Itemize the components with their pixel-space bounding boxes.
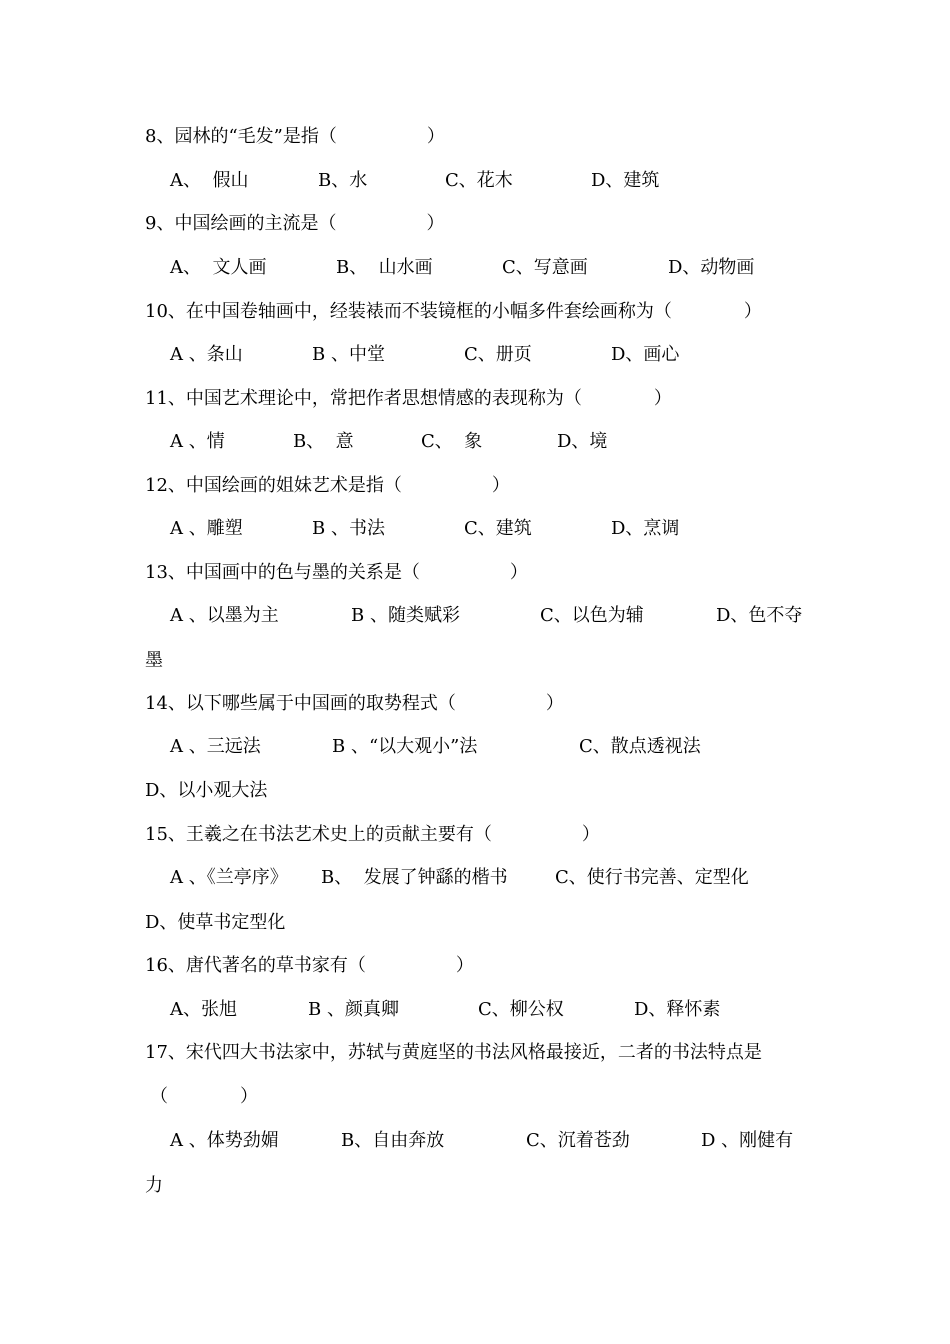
question-16-option-b: B 、颜真卿 xyxy=(308,999,399,1020)
question-15-option-b: B、 发展了钟繇的楷书 xyxy=(321,867,508,888)
question-8-option-c: C、花木 xyxy=(445,170,513,191)
question-15-option-c: C、使行书完善、定型化 xyxy=(555,867,749,888)
question-14-option-b: B 、“以大观小”法 xyxy=(332,736,478,757)
question-13-option-b: B 、随类赋彩 xyxy=(351,605,460,626)
question-9-option-d: D、动物画 xyxy=(668,257,755,278)
question-17-stem: 17、宋代四大书法家中，苏轼与黄庭坚的书法风格最接近，二者的书法特点是 xyxy=(145,1042,762,1063)
question-14-option-d: D、以小观大法 xyxy=(145,780,268,801)
question-8-option-d: D、建筑 xyxy=(591,170,660,191)
question-16-stem: 16、唐代著名的草书家有（ ） xyxy=(145,955,474,976)
question-8-stem: 8、园林的“毛发”是指（ ） xyxy=(145,126,445,147)
question-10-option-a: A 、条山 xyxy=(170,344,243,365)
question-10-option-c: C、册页 xyxy=(464,344,532,365)
question-8-option-a: A、 假山 xyxy=(170,170,249,191)
question-9-option-b: B、 山水画 xyxy=(336,257,433,278)
question-17-option-a: A 、体势劲媚 xyxy=(170,1130,279,1151)
question-16-option-a: A、张旭 xyxy=(170,999,237,1020)
question-11-stem: 11、中国艺术理论中，常把作者思想情感的表现称为（ ） xyxy=(145,388,672,409)
question-13-option-a: A 、以墨为主 xyxy=(170,605,279,626)
question-9-stem: 9、中国绘画的主流是（ ） xyxy=(145,213,445,234)
question-17-option-d: D 、刚健有 xyxy=(701,1130,794,1151)
question-12-option-a: A 、雕塑 xyxy=(170,518,243,539)
question-17-option-b: B、自由奔放 xyxy=(341,1130,445,1151)
question-13-option-d: D、色不夺 xyxy=(716,605,803,626)
question-12-option-b: B 、书法 xyxy=(312,518,385,539)
question-10-option-d: D、画心 xyxy=(611,344,680,365)
question-17-option-d-continued: 力 xyxy=(145,1175,163,1196)
question-9-option-a: A、 文人画 xyxy=(170,257,267,278)
question-11-option-d: D、境 xyxy=(557,431,608,452)
question-9-option-c: C、写意画 xyxy=(502,257,588,278)
question-12-option-c: C、建筑 xyxy=(464,518,532,539)
question-12-option-d: D、烹调 xyxy=(611,518,680,539)
question-15-option-a: A 、《兰亭序》 xyxy=(170,867,288,888)
question-14-stem: 14、以下哪些属于中国画的取势程式（ ） xyxy=(145,693,564,714)
question-12-stem: 12、中国绘画的姐妹艺术是指（ ） xyxy=(145,475,510,496)
question-17-option-c: C、沉着苍劲 xyxy=(526,1130,630,1151)
question-13-option-c: C、以色为辅 xyxy=(540,605,644,626)
question-16-option-d: D、释怀素 xyxy=(634,999,721,1020)
question-14-option-c: C、散点透视法 xyxy=(579,736,701,757)
question-11-option-a: A 、情 xyxy=(170,431,225,452)
question-16-option-c: C、柳公权 xyxy=(478,999,564,1020)
question-8-option-b: B、水 xyxy=(318,170,368,191)
question-15-option-d: D、使草书定型化 xyxy=(145,912,286,933)
question-10-option-b: B 、中堂 xyxy=(312,344,385,365)
question-13-option-d-continued: 墨 xyxy=(145,650,163,671)
question-15-stem: 15、王羲之在书法艺术史上的贡献主要有（ ） xyxy=(145,824,600,845)
question-11-option-b: B、 意 xyxy=(293,431,354,452)
question-17-answer-blank: （ ） xyxy=(150,1086,258,1107)
question-13-stem: 13、中国画中的色与墨的关系是（ ） xyxy=(145,562,528,583)
question-10-stem: 10、在中国卷轴画中，经装裱而不装镜框的小幅多件套绘画称为（ ） xyxy=(145,301,762,322)
question-11-option-c: C、 象 xyxy=(421,431,483,452)
question-14-option-a: A 、三远法 xyxy=(170,736,261,757)
